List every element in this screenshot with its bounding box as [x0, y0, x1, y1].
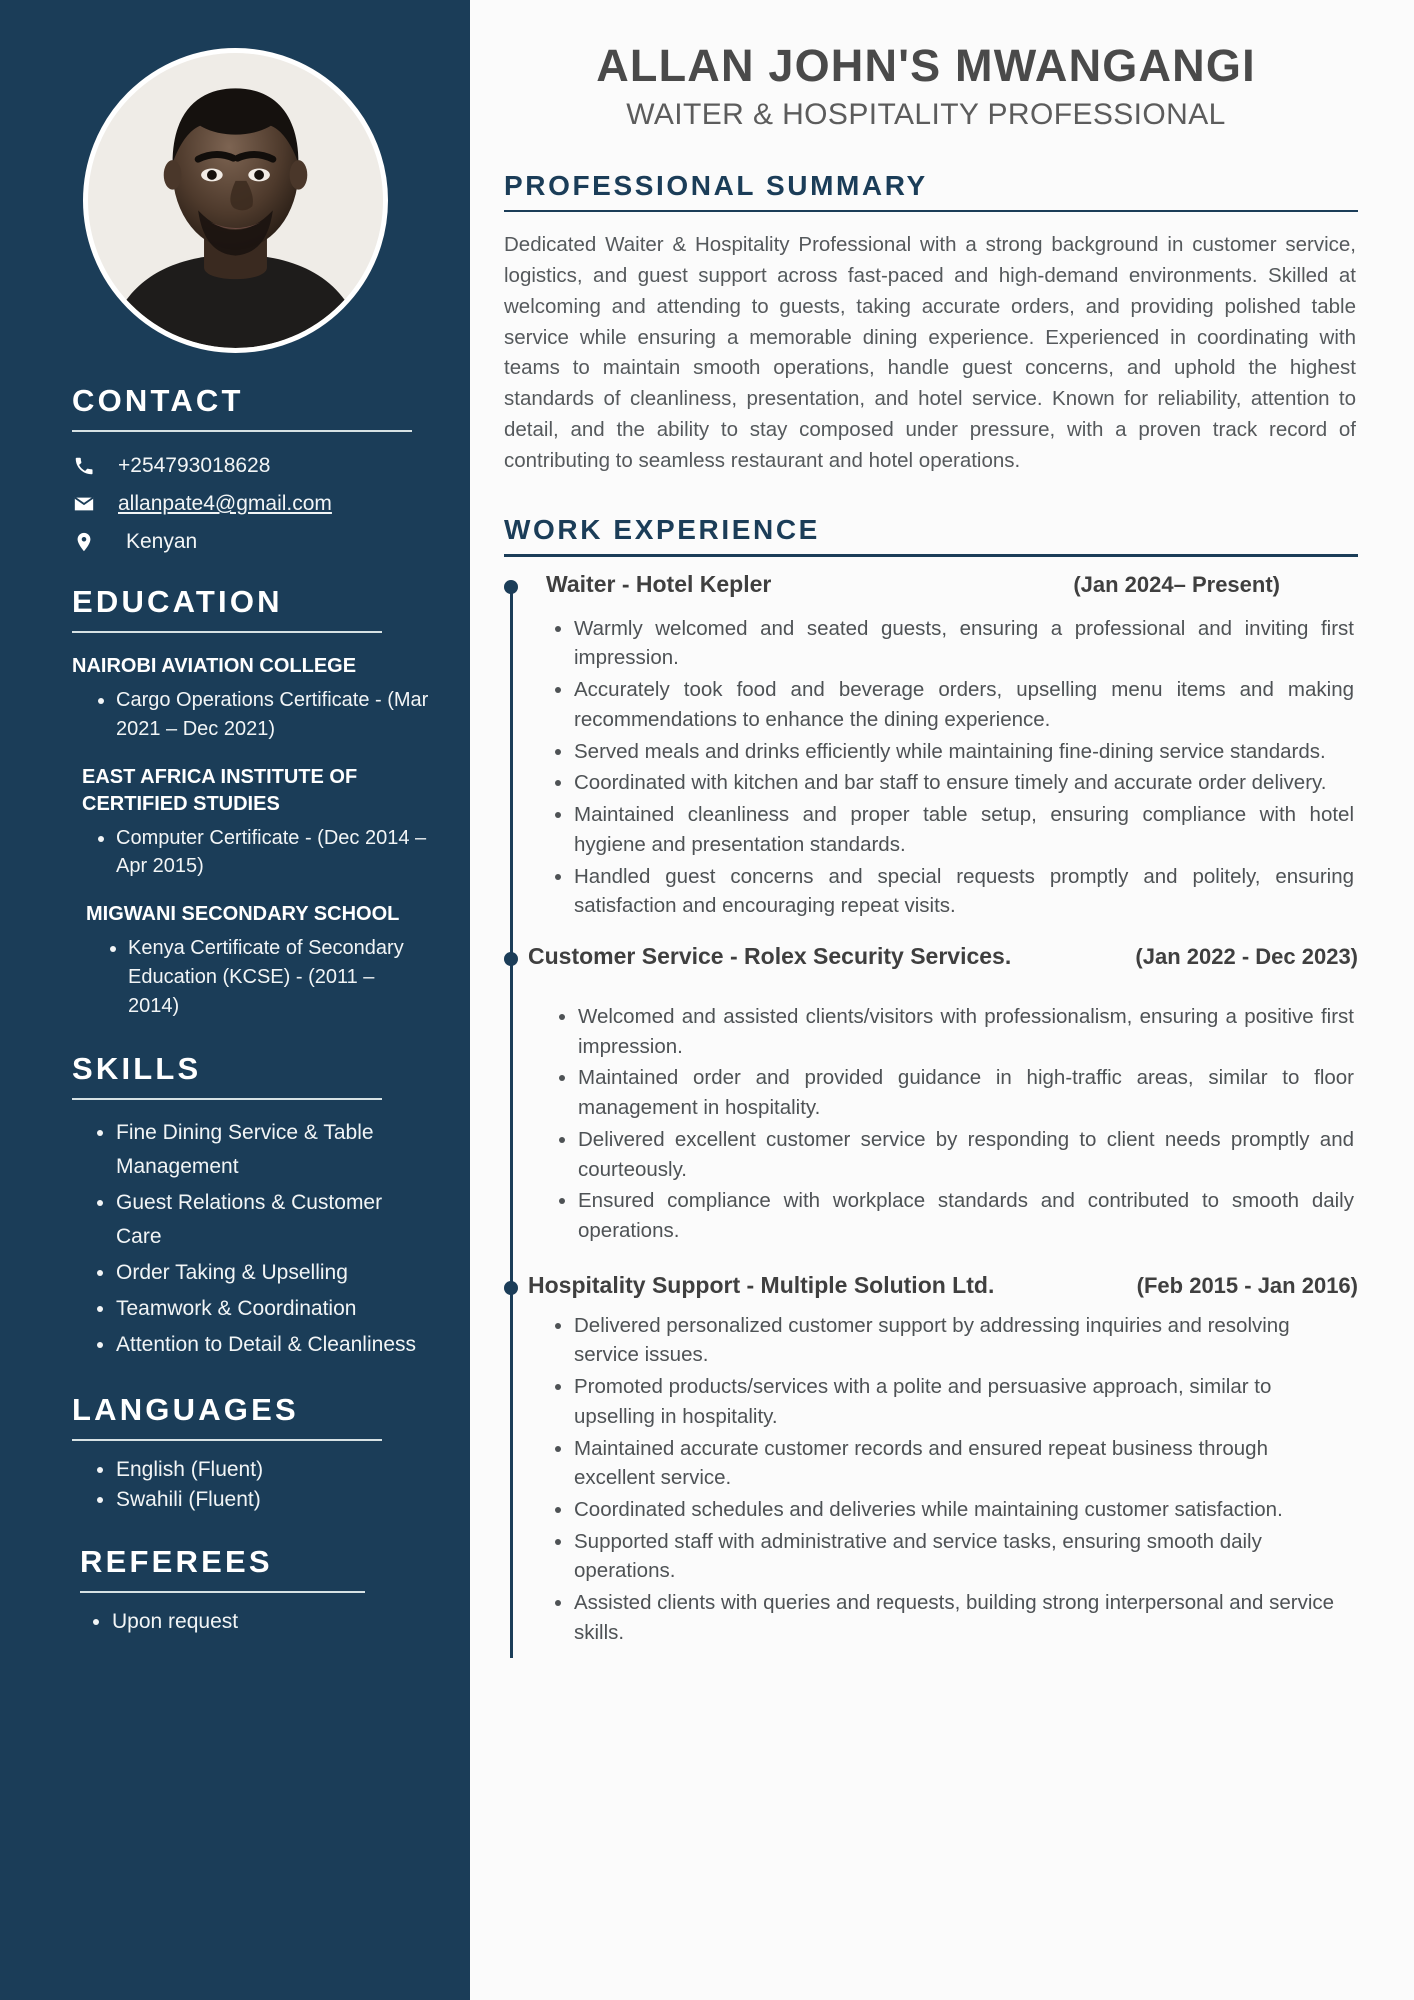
skills-divider [72, 1098, 382, 1100]
experience-bullet: • Promoted products/services with a polite and persuasive approach, similar to upselling in hospitality. [574, 1372, 1358, 1431]
experience-bullet-list [528, 1311, 1358, 1648]
referees-heading: REFEREES [80, 1544, 273, 1580]
referees-list-wrap [0, 1607, 470, 1637]
experience-entry-header [528, 943, 1358, 970]
experience-bullet: • Coordinated schedules and deliveries while maintaining customer satisfaction. [574, 1495, 1358, 1525]
experience-job-date: (Jan 2022 - Dec 2023) [1135, 943, 1358, 969]
languages-list-wrap [0, 1455, 470, 1515]
experience-job-title: Customer Service - Rolex Security Services. [528, 942, 1012, 969]
experience-job-title: Waiter - Hotel Kepler [546, 570, 772, 597]
contact-heading: CONTACT [72, 383, 244, 418]
languages-section [0, 1392, 470, 1428]
contact-phone-row [72, 454, 418, 478]
language-item: • English (Fluent) [116, 1455, 430, 1485]
timeline-dot-icon [504, 580, 518, 594]
experience-entry-header [528, 1272, 1358, 1299]
skill-item: • Fine Dining Service & Table Management [116, 1116, 430, 1184]
timeline-line [510, 587, 513, 1658]
main-content [470, 0, 1414, 2000]
contact-section [0, 383, 470, 419]
skills-heading: SKILLS [72, 1050, 202, 1086]
work-experience-timeline [504, 571, 1358, 1648]
education-item: • Cargo Operations Certificate - (Mar 2021 – Dec 2021) [116, 686, 430, 744]
education-entry [72, 764, 430, 882]
education-item-list [72, 934, 430, 1020]
referees-section [0, 1544, 470, 1580]
timeline-dot-icon [504, 952, 518, 966]
referee-item: • Upon request [112, 1607, 430, 1637]
skills-list [72, 1116, 430, 1362]
referees-divider [80, 1591, 365, 1593]
education-heading: EDUCATION [72, 584, 283, 619]
experience-entry-header [528, 571, 1358, 598]
experience-bullet-list [528, 614, 1358, 921]
contact-phone-value: +254793018628 [118, 454, 271, 477]
experience-job-date: (Feb 2015 - Jan 2016) [1136, 1272, 1358, 1298]
education-entry [72, 901, 430, 1020]
professional-summary-text: Dedicated Waiter & Hospitality Professional with a strong background in customer service, logistics, and guest support across fast-paced and high-demand environments. Skilled at welcoming and attending to guests, taking accurate orders, and providing polished table service while ensuring a memorable dining experience. Experienced in coordinating with teams to maintain smooth operations, handle guest concerns, and uphold the highest standards of cleanliness, presentation, and hotel service. Known for reliability, attention to detail, and the ability to stay composed under pressure, with a proven track record of contributing to seamless restaurant and hotel operations. [504, 233, 1356, 472]
skills-section [0, 1051, 470, 1087]
experience-bullet: • Accurately took food and beverage orders, upselling menu items and making recommendations to enhance the dining experience. [574, 675, 1358, 734]
experience-bullet-list [528, 1002, 1358, 1246]
experience-bullet: • Supported staff with administrative and service tasks, ensuring smooth daily operations. [574, 1527, 1358, 1586]
contact-location-row [72, 530, 418, 554]
languages-divider [72, 1439, 382, 1441]
contact-divider [72, 430, 412, 432]
education-item-list [72, 824, 430, 882]
envelope-icon [72, 493, 96, 515]
job-role-subtitle: WAITER & HOSPITALITY PROFESSIONAL [626, 97, 1226, 131]
skills-list-wrap [0, 1116, 470, 1362]
experience-bullet: • Handled guest concerns and special requests promptly and politely, ensuring satisfaction and encouraging repeat visits. [574, 862, 1358, 921]
skill-item: • Attention to Detail & Cleanliness [116, 1328, 430, 1362]
experience-bullet: • Assisted clients with queries and requests, building strong interpersonal and service skills. [574, 1588, 1358, 1647]
education-item: • Computer Certificate - (Dec 2014 – Apr 2015) [116, 824, 430, 882]
experience-bullet: • Delivered personalized customer support by addressing inquiries and resolving service issues. [574, 1311, 1358, 1370]
timeline-dot-icon [504, 1281, 518, 1295]
education-school-name: MIGWANI SECONDARY SCHOOL [86, 903, 400, 926]
education-divider [72, 631, 382, 633]
experience-entry [528, 571, 1358, 921]
experience-bullet: • Delivered excellent customer service by responding to client needs promptly and courteously. [578, 1125, 1358, 1184]
skill-item: • Guest Relations & Customer Care [116, 1186, 430, 1254]
avatar [83, 48, 388, 353]
education-school-name: NAIROBI AVIATION COLLEGE [72, 655, 357, 677]
skill-item: • Teamwork & Coordination [116, 1292, 430, 1326]
education-item-list [72, 686, 430, 744]
education-entry [72, 653, 430, 744]
experience-job-date: (Jan 2024– Present) [1073, 571, 1280, 597]
experience-entry [528, 1272, 1358, 1648]
profile-photo-wrap [0, 0, 470, 353]
experience-bullet: • Welcomed and assisted clients/visitors with professionalism, ensuring a positive first impression. [578, 1002, 1358, 1061]
contact-email-row [72, 492, 418, 516]
skill-item: • Order Taking & Upselling [116, 1256, 430, 1290]
education-entries [0, 653, 470, 1021]
experience-bullet: • Served meals and drinks efficiently while maintaining fine-dining service standards. [574, 737, 1358, 767]
contact-list [0, 454, 470, 554]
language-item: • Swahili (Fluent) [116, 1485, 430, 1515]
experience-bullet: • Maintained cleanliness and proper table setup, ensuring compliance with hotel hygiene and presentation standards. [574, 800, 1358, 859]
experience-bullet: • Maintained accurate customer records and ensured repeat business through excellent service. [574, 1434, 1358, 1493]
experience-bullet: • Warmly welcomed and seated guests, ensuring a professional and inviting first impression. [574, 614, 1358, 673]
languages-list [72, 1455, 430, 1515]
education-section [0, 584, 470, 620]
professional-summary-divider [504, 210, 1358, 213]
referees-list [72, 1607, 430, 1637]
page-title: ALLAN JOHN'S MWANGANGI [596, 40, 1256, 91]
experience-bullet: • Coordinated with kitchen and bar staff to ensure timely and accurate order delivery. [574, 768, 1358, 798]
experience-bullet: • Ensured compliance with workplace standards and contributed to smooth daily operations. [578, 1186, 1358, 1245]
professional-summary-heading: PROFESSIONAL SUMMARY [504, 169, 928, 201]
education-school-name: EAST AFRICA INSTITUTE OF CERTIFIED STUDIES [82, 765, 358, 815]
map-pin-icon [72, 531, 96, 553]
phone-icon [72, 455, 96, 477]
experience-job-title: Hospitality Support - Multiple Solution Ltd. [528, 1271, 995, 1298]
contact-email-link[interactable]: allanpate4@gmail.com [118, 492, 332, 515]
experience-bullet: • Maintained order and provided guidance in high-traffic areas, similar to floor management in hospitality. [578, 1063, 1358, 1122]
contact-location-value: Kenyan [126, 530, 198, 553]
education-item: • Kenya Certificate of Secondary Education (KCSE) - (2011 – 2014) [128, 934, 430, 1020]
languages-heading: LANGUAGES [72, 1391, 299, 1427]
work-experience-heading: WORK EXPERIENCE [504, 514, 820, 546]
experience-entry [528, 943, 1358, 1246]
work-experience-divider [504, 554, 1358, 557]
sidebar [0, 0, 470, 2000]
